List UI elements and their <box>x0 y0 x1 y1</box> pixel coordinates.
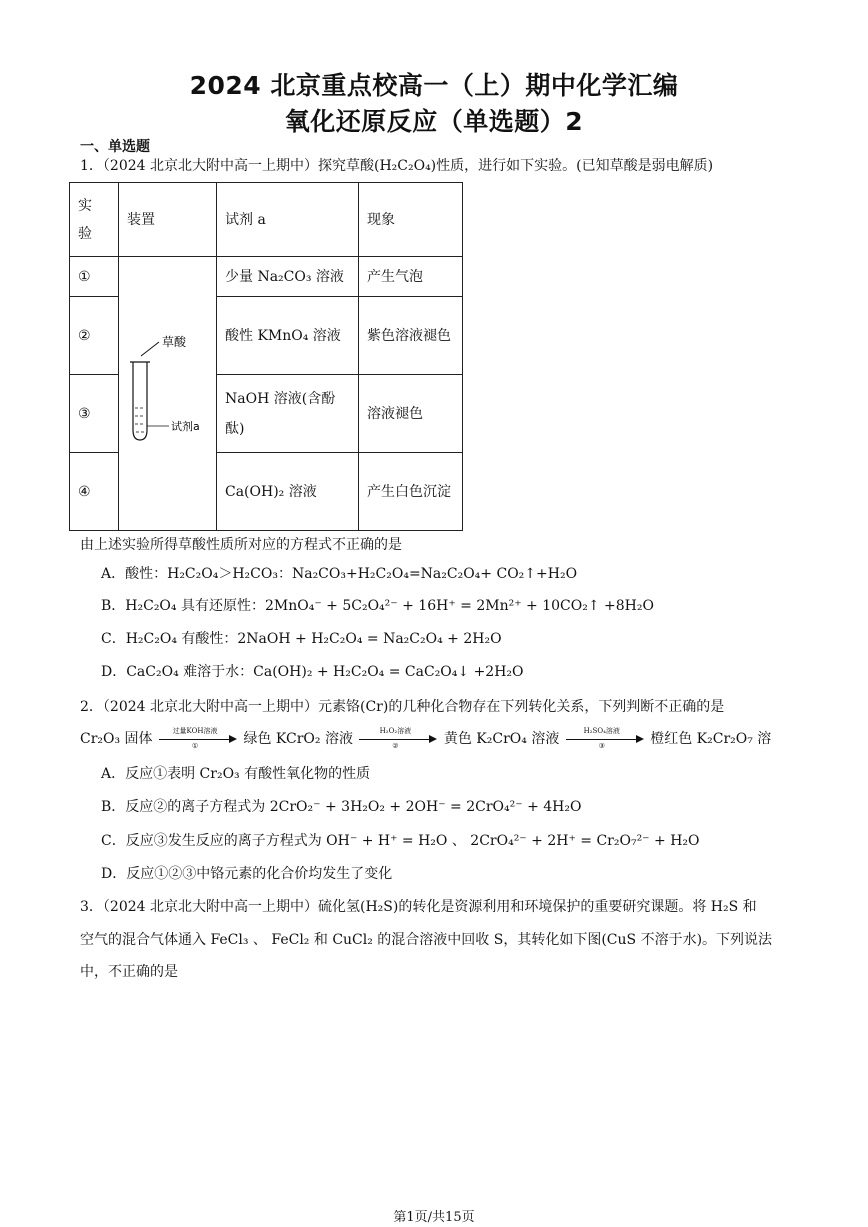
q1-option-a: A．酸性：H₂C₂O₄＞H₂CO₃：Na₂CO₃+H₂C₂O₄=Na₂C₂O₄+ CO₂↑+H₂O <box>101 566 578 582</box>
arrow-1-reagent: 过量KOH溶液 <box>172 727 218 735</box>
test-tube-diagram <box>119 258 216 530</box>
q2-stem: 2．（2024 北京北大附中高一上期中）元素铬(Cr)的几种化合物存在下列转化关系，下列判断不正确的是 <box>80 699 725 715</box>
phenomenon-text: 产生白色沉淀 <box>367 483 451 500</box>
row-phenomenon: 溶液褪色 <box>359 375 463 453</box>
arrow-2-reagent: H₂O₂溶液 <box>379 727 412 735</box>
q3-stem-line1: 3．（2024 北京北大附中高一上期中）硫化氢(H₂S)的转化是资源利用和环境保护的重要研究课题。将 H₂S 和 <box>80 899 757 915</box>
apparatus-cell <box>119 257 217 531</box>
q2-option-d: D．反应①②③中铬元素的化合价均发生了变化 <box>101 866 393 882</box>
q2-option-a: A．反应①表明 Cr₂O₃ 有酸性氧化物的性质 <box>101 766 371 782</box>
q1-stem: 1．（2024 北京北大附中高一上期中）探究草酸(H₂C₂O₄)性质，进行如下实验。(已知草酸是弱电解质) <box>80 158 714 174</box>
chain-substance-3: 黄色 K₂CrO₄ 溶液 <box>443 731 560 747</box>
label-reagent-a: 试剂a <box>171 419 200 433</box>
reaction-arrow-2 <box>359 729 437 749</box>
row-number: ① <box>70 257 119 297</box>
table-row <box>70 257 463 297</box>
document-subtitle: 氧化还原反应（单选题）2 <box>284 107 584 136</box>
row-reagent <box>217 375 359 453</box>
section-label: 一、单选题 <box>80 139 150 155</box>
experiment-table <box>69 182 463 531</box>
row-number: ② <box>70 297 119 375</box>
table-header-cell <box>359 183 463 257</box>
q2-option-c: C．反应③发生反应的离子方程式为 OH⁻ + H⁺ = H₂O 、 2CrO₄²⁻ + 2H⁺ = Cr₂O₇²⁻ + H₂O <box>101 833 700 849</box>
header-experiment: 实验 <box>78 197 92 242</box>
row-reagent: 酸性 KMnO₄ 溶液 <box>217 297 359 375</box>
q1-question: 由上述实验所得草酸性质所对应的方程式不正确的是 <box>80 537 402 553</box>
q3-stem-line2: 空气的混合气体通入 FeCl₃ 、 FeCl₂ 和 CuCl₂ 的混合溶液中回收 S，其转化如下图(CuS 不溶于水)。下列说法 <box>80 932 773 948</box>
table-header-cell <box>70 183 119 257</box>
row-phenomenon <box>359 453 463 531</box>
q2-conversion-chain <box>80 729 771 749</box>
chain-substance-2: 绿色 KCrO₂ 溶液 <box>243 731 353 747</box>
q1-option-d: D．CaC₂O₄ 难溶于水：Ca(OH)₂ + H₂C₂O₄ = CaC₂O₄↓ +2H₂O <box>101 664 524 680</box>
reaction-arrow-1 <box>159 729 237 749</box>
q1-option-b: B．H₂C₂O₄ 具有还原性：2MnO₄⁻ + 5C₂O₄²⁻ + 16H⁺ = 2Mn²⁺ + 10CO₂↑ +8H₂O <box>101 598 654 614</box>
arrow-1-number: ① <box>191 742 199 750</box>
reagent-text: NaOH 溶液(含酚酞) <box>225 390 336 437</box>
header-reagent: 试剂 a <box>225 211 266 228</box>
chain-substance-4: 橙红色 K₂Cr₂O₇ 溶 <box>650 731 772 747</box>
q2-option-b: B．反应②的离子方程式为 2CrO₂⁻ + 3H₂O₂ + 2OH⁻ = 2CrO₄²⁻ + 4H₂O <box>101 799 582 815</box>
q1-option-c: C．H₂C₂O₄ 有酸性：2NaOH + H₂C₂O₄ = Na₂C₂O₄ + 2H₂O <box>101 631 502 647</box>
row-number: ③ <box>70 375 119 453</box>
q3-stem-line3: 中，不正确的是 <box>80 964 178 980</box>
arrow-3-reagent: H₂SO₄溶液 <box>583 727 620 735</box>
label-oxalic-acid: 草酸 <box>162 334 187 349</box>
row-phenomenon <box>359 297 463 375</box>
table-header-cell <box>217 183 359 257</box>
document-title: 2024 北京重点校高一（上）期中化学汇编 <box>189 71 679 100</box>
header-apparatus: 装置 <box>127 211 155 228</box>
chain-substance-1: Cr₂O₃ 固体 <box>80 731 153 747</box>
phenomenon-text: 紫色溶液褪色 <box>367 327 451 344</box>
table-header-cell <box>119 183 217 257</box>
arrow-2-number: ② <box>392 742 399 750</box>
row-number: ④ <box>70 453 119 531</box>
arrow-3-number: ③ <box>598 742 605 750</box>
row-phenomenon: 产生气泡 <box>359 257 463 297</box>
row-reagent: Ca(OH)₂ 溶液 <box>217 453 359 531</box>
reaction-arrow-3 <box>566 729 644 749</box>
row-reagent: 少量 Na₂CO₃ 溶液 <box>217 257 359 297</box>
page-footer: 第1页/共15页 <box>393 1210 475 1225</box>
header-phenomenon: 现象 <box>367 211 395 228</box>
